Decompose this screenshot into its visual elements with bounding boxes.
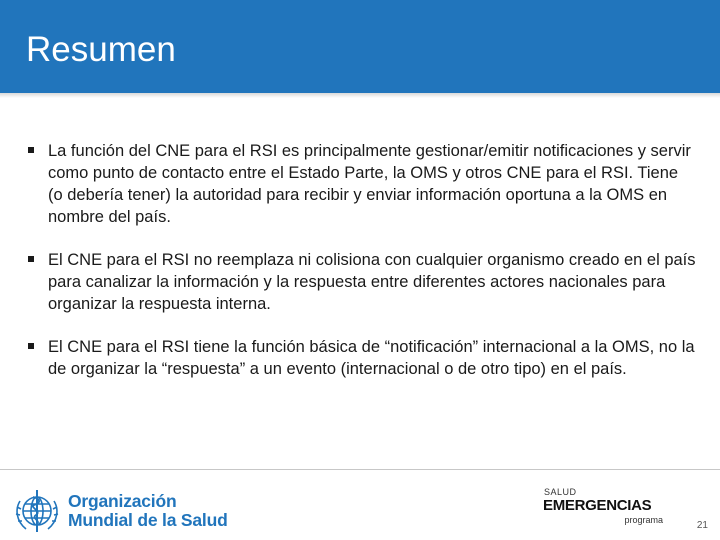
- emergencias-label: EMERGENCIAS: [543, 497, 652, 514]
- who-logo: [12, 487, 228, 535]
- bullet-item: [28, 140, 696, 228]
- title-bar-shadow: [0, 93, 720, 98]
- slide-title: Resumen: [26, 30, 176, 69]
- emergencias-salud-label: SALUD: [544, 487, 577, 497]
- who-logo-text: [68, 492, 228, 530]
- org-name-line1: Organización: [68, 491, 177, 511]
- bullet-item: [28, 336, 696, 380]
- footer-divider: [0, 469, 720, 470]
- title-bar: [0, 0, 720, 93]
- emergencias-programa-label: programa: [624, 515, 663, 525]
- org-name-line2: Mundial de la Salud: [68, 510, 228, 530]
- emergencias-logo: [543, 487, 667, 527]
- bullet-marker-icon: [28, 147, 34, 153]
- bullet-marker-icon: [28, 256, 34, 262]
- bullet-marker-icon: [28, 343, 34, 349]
- bullet-text: El CNE para el RSI tiene la función básica de “notificación” internacional a la OMS, no la de organizar la “respuesta” a un evento (internacional o de otro tipo) en el país.: [48, 338, 695, 378]
- bullet-item: [28, 249, 696, 315]
- bullet-text: El CNE para el RSI no reemplaza ni colisiona con cualquier organismo creado en el país para canalizar la información y la respuesta entre diferentes actores nacionales para organizar la respuesta interna.: [48, 251, 696, 313]
- who-emblem-icon: [12, 487, 62, 535]
- page-number: 21: [696, 520, 708, 531]
- bullet-text: La función del CNE para el RSI es principalmente gestionar/emitir notificaciones y servir como punto de contacto entre el Estado Parte, la OMS y otros CNE para el RSI. Tiene (o debería tener) la autoridad para recibir y enviar información oportuna a la OMS en nombre del país.: [48, 142, 691, 226]
- bullet-list: [28, 140, 696, 401]
